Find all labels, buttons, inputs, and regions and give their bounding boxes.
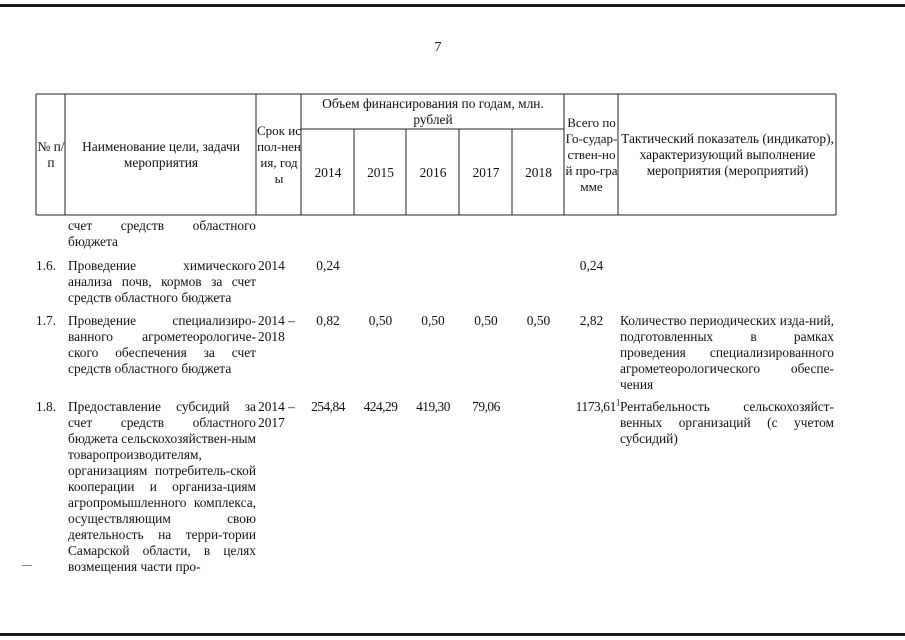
header-year-2018: 2018 <box>525 164 552 180</box>
row-1-6-num: 1.6. <box>36 258 57 273</box>
bottom-rule <box>0 633 905 636</box>
row-1-6-value-2014: 0,24 <box>316 258 340 273</box>
row-1-6-total: 0,24 <box>579 258 604 273</box>
row-1-7-value-2015: 0,50 <box>368 313 393 328</box>
row-1-8-term: 2014 – 2017 <box>258 399 295 430</box>
row-1-7-indicator: Количество периодических изда-ний, подготовленных в рамках проведения специализированного агрометеорологического обеспе-чения <box>620 313 834 392</box>
row-1-7-name: Проведение специализиро-ванного агрометеорологиче-ского обеспечения за счет средств областного бюджета <box>68 313 256 376</box>
row-1-7-value-2017: 0,50 <box>474 313 498 328</box>
header-year-2017: 2017 <box>472 164 500 180</box>
row-1-8-value-2014: 254,84 <box>311 399 345 414</box>
row-1-8-total: 1173,61$^1$ <box>575 397 620 414</box>
row-1-8-name: Предоставление субсидий за счет средств областного бюджета сельскохозяйствен-ным товаропроизводителям, организациям потребитель-ской кооперации и организа-циям агропромышленного комплекса, осуществляющим свою деятельность на терри-тории Самарской области, в целях возмещения части про- <box>68 399 256 574</box>
row-1-7-value-2016: 0,50 <box>421 313 445 328</box>
header-total: Всего по Го-судар-ствен-ной про-грамме <box>565 115 618 194</box>
header-num: № п/п <box>37 139 65 170</box>
row-1-6-name: Проведение химического анализа почв, кормов за счет средств областного бюджета <box>68 258 256 305</box>
header-volume: Объем финансирования по годам, млн. рублей <box>322 96 544 127</box>
header-name: Наименование цели, задачи мероприятия <box>82 139 240 170</box>
footnote-mark: 1 <box>615 397 620 408</box>
header-year-2015: 2015 <box>367 164 394 180</box>
row-1-8-value-2016: 419,30 <box>416 399 450 414</box>
margin-mark <box>22 565 32 566</box>
row-1-7-total: 2,82 <box>579 313 604 328</box>
row-1-8-indicator: Рентабельность сельскохозяйст-венных организаций (с учетом субсидий) <box>620 399 834 446</box>
page-number: 7 <box>434 40 442 55</box>
row-1-7-term: 2014 – 2018 <box>258 313 295 344</box>
row-1-6-term: 2014 <box>258 258 285 273</box>
header-year-2014: 2014 <box>314 164 342 180</box>
row-1-7-value-2014: 0,82 <box>316 313 340 328</box>
header-indicator: Тактический показатель (индикатор), характеризующий выполнение мероприятия (мероприятий) <box>621 131 834 178</box>
row-1-8-value-2017: 79,06 <box>472 399 500 414</box>
row-1-7-num: 1.7. <box>36 313 57 328</box>
row-1-8-num: 1.8. <box>36 399 57 414</box>
row-1-8-value-2015: 424,29 <box>363 399 398 414</box>
header-year-2016: 2016 <box>419 164 447 180</box>
row-1-7-value-2018: 0,50 <box>526 313 551 328</box>
continuation-text: счет средств областного бюджета <box>68 218 256 249</box>
header-term: Срок испол-нения, годы <box>257 123 301 186</box>
